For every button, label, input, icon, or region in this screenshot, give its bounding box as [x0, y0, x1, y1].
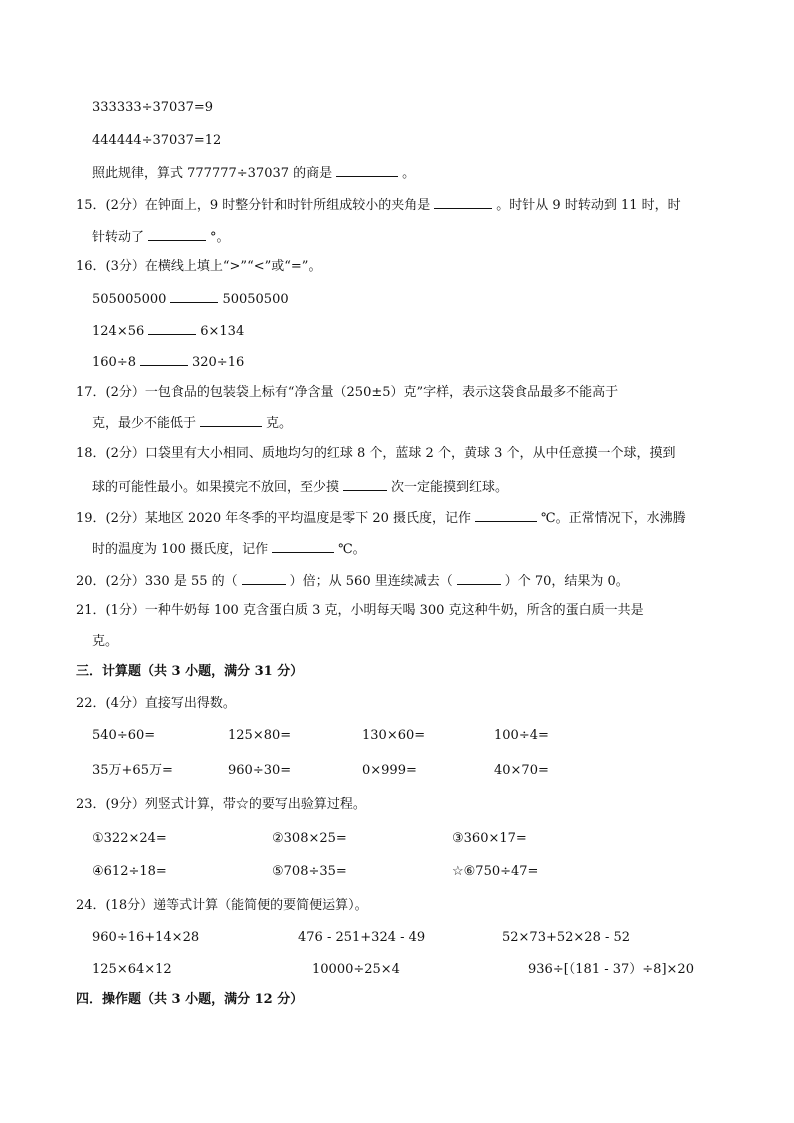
q17-blank[interactable] — [200, 414, 262, 427]
q20-line — [76, 572, 629, 590]
q17-text-a: 克，最少不能低于 — [92, 416, 197, 431]
q15-text-b: 。时针从 9 时转动到 11 时，时 — [496, 198, 681, 213]
q19-line-1 — [76, 509, 686, 527]
q16-stem: 16．(3分）在横线上填上“>”“<”或“=”。 — [76, 259, 322, 274]
q16-blank-3[interactable] — [140, 353, 188, 366]
q16-blank-1[interactable] — [170, 290, 218, 303]
q24-item: 960÷16+14×28 — [92, 930, 200, 945]
q19-text-c: 时的温度为 100 摄氏度，记作 — [92, 542, 269, 557]
q18-line-2 — [92, 478, 508, 496]
q21-line-1: 21．(1分）一种牛奶每 100 克含蛋白质 3 克，小明每天喝 300 克这种牛奶，所含的蛋白质一共是 — [76, 603, 644, 618]
q22-item: 35万+65万= — [92, 763, 173, 778]
q24-stem: 24．(18分）递等式计算（能简便的要简便运算）。 — [76, 898, 368, 913]
equation-line-1: 333333÷37037=9 — [92, 100, 214, 115]
q16-item-3 — [92, 353, 244, 371]
q18-text-a: 球的可能性最小。如果摸完不放回，至少摸 — [92, 480, 340, 495]
q15-text-c: 针转动了 — [92, 230, 145, 245]
q20-text-c: ）个 70，结果为 0。 — [504, 574, 629, 589]
q23-item: ④612÷18= — [92, 864, 167, 879]
q23-item: ③360×17= — [452, 831, 527, 846]
q23-item: ☆⑥750÷47= — [452, 864, 539, 879]
q22-item: 100÷4= — [494, 728, 549, 743]
q22-item: 960÷30= — [228, 763, 292, 778]
q19-text-a: 19．(2分）某地区 2020 年冬季的平均温度是零下 20 摄氏度，记作 — [76, 511, 472, 526]
q18-blank[interactable] — [343, 478, 387, 491]
q22-item: 130×60= — [362, 728, 426, 743]
q15-blank-1[interactable] — [434, 196, 492, 209]
q14-question — [92, 164, 415, 182]
q16-item-2-left: 124×56 — [92, 324, 145, 339]
q16-item-1-left: 505005000 — [92, 292, 167, 307]
q22-stem: 22．(4分）直接写出得数。 — [76, 696, 236, 711]
q16-item-3-left: 160÷8 — [92, 355, 136, 370]
q20-blank-2[interactable] — [457, 572, 501, 585]
q19-text-d: ℃。 — [338, 542, 366, 557]
q17-line-2 — [92, 414, 292, 432]
q22-item: 125×80= — [228, 728, 292, 743]
q23-item: ⑤708÷35= — [272, 864, 347, 879]
q14-text-end: 。 — [402, 166, 416, 181]
q24-item: 10000÷25×4 — [312, 962, 400, 977]
section-4-title: 四．操作题（共 3 小题，满分 12 分） — [76, 992, 304, 1007]
q14-answer-blank[interactable] — [336, 164, 398, 177]
q19-text-b: ℃。正常情况下，水沸腾 — [541, 511, 686, 526]
q17-line-1: 17．(2分）一包食品的包装袋上标有“净含量（250±5）克”字样，表示这袋食品最多不能高于 — [76, 385, 619, 400]
q15-line-1 — [76, 196, 681, 214]
q21-line-2: 克。 — [92, 634, 119, 649]
q15-text-a: 15．(2分）在钟面上，9 时整分针和时针所组成较小的夹角是 — [76, 198, 431, 213]
q17-text-b: 克。 — [266, 416, 293, 431]
q22-item: 540÷60= — [92, 728, 156, 743]
section-3-title: 三．计算题（共 3 小题，满分 31 分） — [76, 664, 304, 679]
q24-item: 125×64×12 — [92, 962, 172, 977]
equation-line-2: 444444÷37037=12 — [92, 133, 222, 148]
q15-text-d: °。 — [210, 230, 230, 245]
q22-item: 0×999= — [362, 763, 417, 778]
q20-blank-1[interactable] — [242, 572, 286, 585]
q24-item: 476 - 251+324 - 49 — [298, 930, 426, 945]
q15-line-2 — [92, 228, 230, 246]
q15-blank-2[interactable] — [148, 228, 206, 241]
q24-item: 936÷[（181 - 37）÷8]×20 — [528, 962, 694, 977]
q20-text-b: ）倍；从 560 里连续减去（ — [289, 574, 453, 589]
q19-blank-1[interactable] — [475, 509, 537, 522]
q16-item-1 — [92, 290, 289, 308]
q16-item-3-right: 320÷16 — [191, 355, 245, 370]
q23-stem: 23．(9分）列竖式计算，带☆的要写出验算过程。 — [76, 797, 366, 812]
q16-item-2-right: 6×134 — [200, 324, 245, 339]
q19-blank-2[interactable] — [272, 540, 334, 553]
q16-blank-2[interactable] — [148, 322, 196, 335]
q22-item: 40×70= — [494, 763, 549, 778]
q24-item: 52×73+52×28 - 52 — [502, 930, 631, 945]
q23-item: ①322×24= — [92, 831, 167, 846]
q18-text-b: 次一定能摸到红球。 — [391, 480, 509, 495]
q14-text: 照此规律，算式 777777÷37037 的商是 — [92, 166, 333, 181]
q16-item-1-right: 50050500 — [222, 292, 289, 307]
q20-text-a: 20．(2分）330 是 55 的（ — [76, 574, 238, 589]
q16-item-2 — [92, 322, 244, 340]
q19-line-2 — [92, 540, 366, 558]
q23-item: ②308×25= — [272, 831, 347, 846]
q18-line-1: 18．(2分）口袋里有大小相同、质地均匀的红球 8 个，蓝球 2 个，黄球 3 个，从中任意摸一个球，摸到 — [76, 446, 676, 461]
